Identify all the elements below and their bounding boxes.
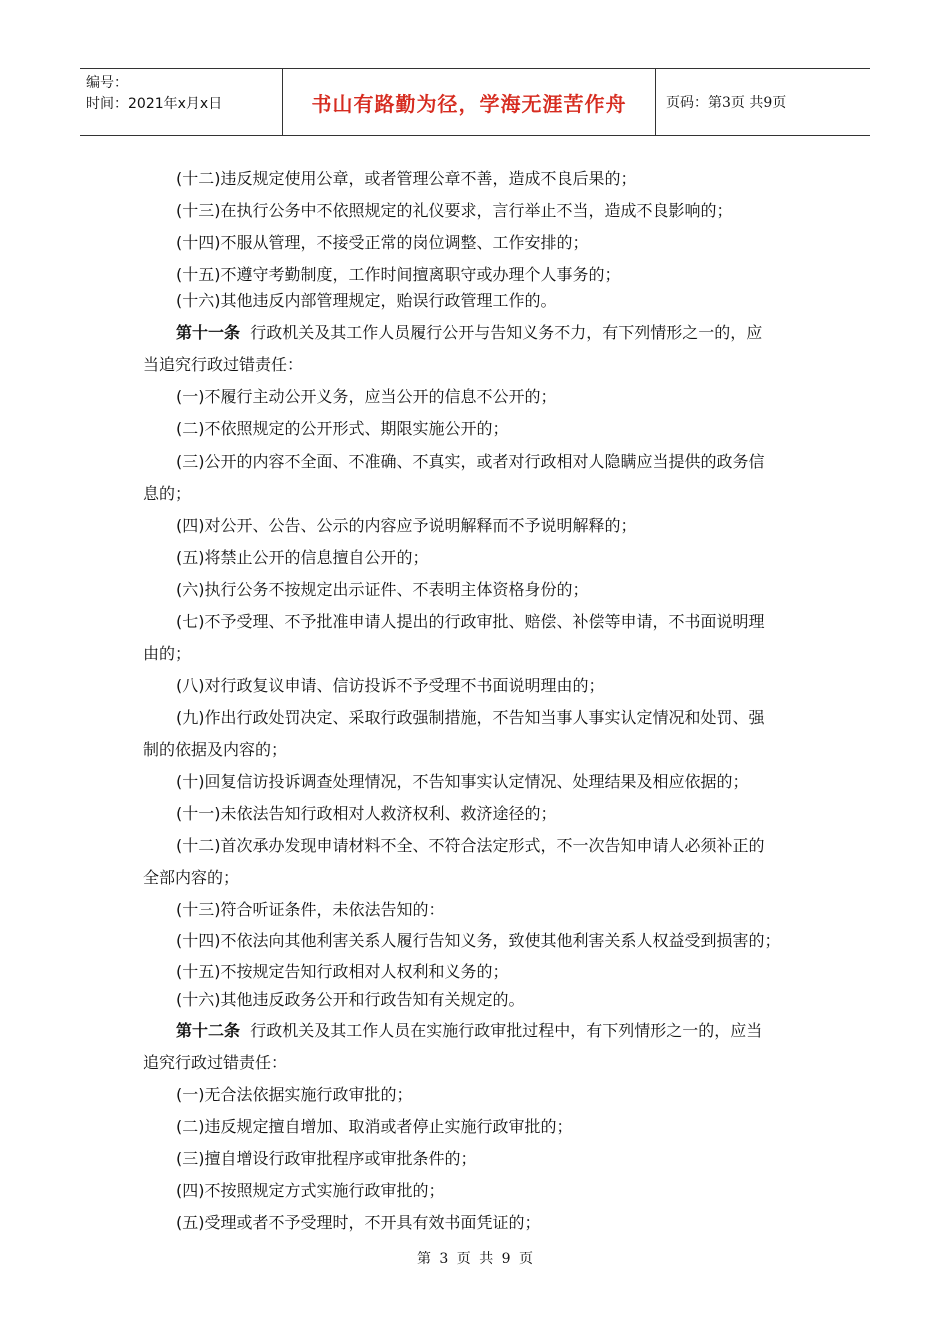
paragraph-line: (七)不予受理、不予批准申请人提出的行政审批、赔偿、补偿等申请，不书面说明理 xyxy=(176,612,765,631)
paragraph-line: (十一)未依法告知行政相对人救济权利、救济途径的； xyxy=(176,804,557,823)
article-11-line xyxy=(176,320,762,343)
paragraph-line: (一)不履行主动公开义务，应当公开的信息不公开的； xyxy=(176,387,557,406)
paragraph-line: (四)对公开、公告、公示的内容应予说明解释而不予说明解释的； xyxy=(176,516,637,535)
header-motto: 书山有路勤为径，学海无涯苦作舟 xyxy=(282,69,656,135)
article-12-line xyxy=(176,1018,762,1041)
paragraph-line: (十三)在执行公务中不依照规定的礼仪要求，言行举止不当，造成不良影响的； xyxy=(176,201,733,220)
paragraph-line: 当追究行政过错责任： xyxy=(143,355,304,374)
paragraph-line: (五)受理或者不予受理时，不开具有效书面凭证的； xyxy=(176,1213,541,1232)
paragraph-line: (十六)其他违反政务公开和行政告知有关规定的。 xyxy=(176,990,525,1009)
number-label: 编号： xyxy=(86,75,128,91)
article-text: 行政机关及其工作人员履行公开与告知义务不力，有下列情形之一的，应 xyxy=(250,323,763,342)
paragraph-line: 制的依据及内容的； xyxy=(143,740,288,759)
paragraph-line: 由的； xyxy=(143,644,192,663)
header-page-info: 页码：第3页 共9页 xyxy=(666,95,787,111)
article-text: 行政机关及其工作人员在实施行政审批过程中，有下列情形之一的，应当 xyxy=(250,1021,763,1040)
paragraph-line: (十二)违反规定使用公章，或者管理公章不善，造成不良后果的； xyxy=(176,169,637,188)
paragraph-line: (一)无合法依据实施行政审批的； xyxy=(176,1085,413,1104)
article-heading: 第十一条 xyxy=(176,323,241,342)
paragraph-line: 全部内容的； xyxy=(143,868,240,887)
paragraph-line: (十六)其他违反内部管理规定，贻误行政管理工作的。 xyxy=(176,291,557,310)
paragraph-line: (六)执行公务不按规定出示证件、不表明主体资格身份的； xyxy=(176,580,589,599)
header-meta xyxy=(80,69,282,135)
paragraph-line: (五)将禁止公开的信息擅自公开的； xyxy=(176,548,429,567)
paragraph-line: (十五)不遵守考勤制度，工作时间擅离职守或办理个人事务的； xyxy=(176,265,621,284)
time-label: 时间：2021年x月x日 xyxy=(86,96,223,112)
paragraph-line: (二)不依照规定的公开形式、期限实施公开的； xyxy=(176,419,509,438)
paragraph-line: (十)回复信访投诉调查处理情况，不告知事实认定情况、处理结果及相应依据的； xyxy=(176,772,749,791)
paragraph-line: (三)公开的内容不全面、不准确、不真实，或者对行政相对人隐瞒应当提供的政务信 xyxy=(176,452,765,471)
paragraph-line: (十二)首次承办发现申请材料不全、不符合法定形式，不一次告知申请人必须补正的 xyxy=(176,836,765,855)
paragraph-line: (十五)不按规定告知行政相对人权利和义务的； xyxy=(176,962,509,981)
paragraph-line: (四)不按照规定方式实施行政审批的； xyxy=(176,1181,445,1200)
document-header xyxy=(80,68,870,136)
paragraph-line: (十四)不服从管理，不接受正常的岗位调整、工作安排的； xyxy=(176,233,589,252)
article-heading: 第十二条 xyxy=(176,1021,241,1040)
paragraph-line: (三)擅自增设行政审批程序或审批条件的； xyxy=(176,1149,477,1168)
paragraph-line: (十三)符合听证条件，未依法告知的： xyxy=(176,900,445,919)
paragraph-line: 息的； xyxy=(143,484,192,503)
paragraph-line: 追究行政过错责任： xyxy=(143,1053,288,1072)
paragraph-line: (二)违反规定擅自增加、取消或者停止实施行政审批的； xyxy=(176,1117,573,1136)
page-footer: 第 3 页 共 9 页 xyxy=(416,1251,534,1267)
paragraph-line: (九)作出行政处罚决定、采取行政强制措施，不告知当事人事实认定情况和处罚、强 xyxy=(176,708,765,727)
paragraph-line: (十四)不依法向其他利害关系人履行告知义务，致使其他利害关系人权益受到损害的； xyxy=(176,931,781,950)
paragraph-line: (八)对行政复议申请、信访投诉不予受理不书面说明理由的； xyxy=(176,676,605,695)
